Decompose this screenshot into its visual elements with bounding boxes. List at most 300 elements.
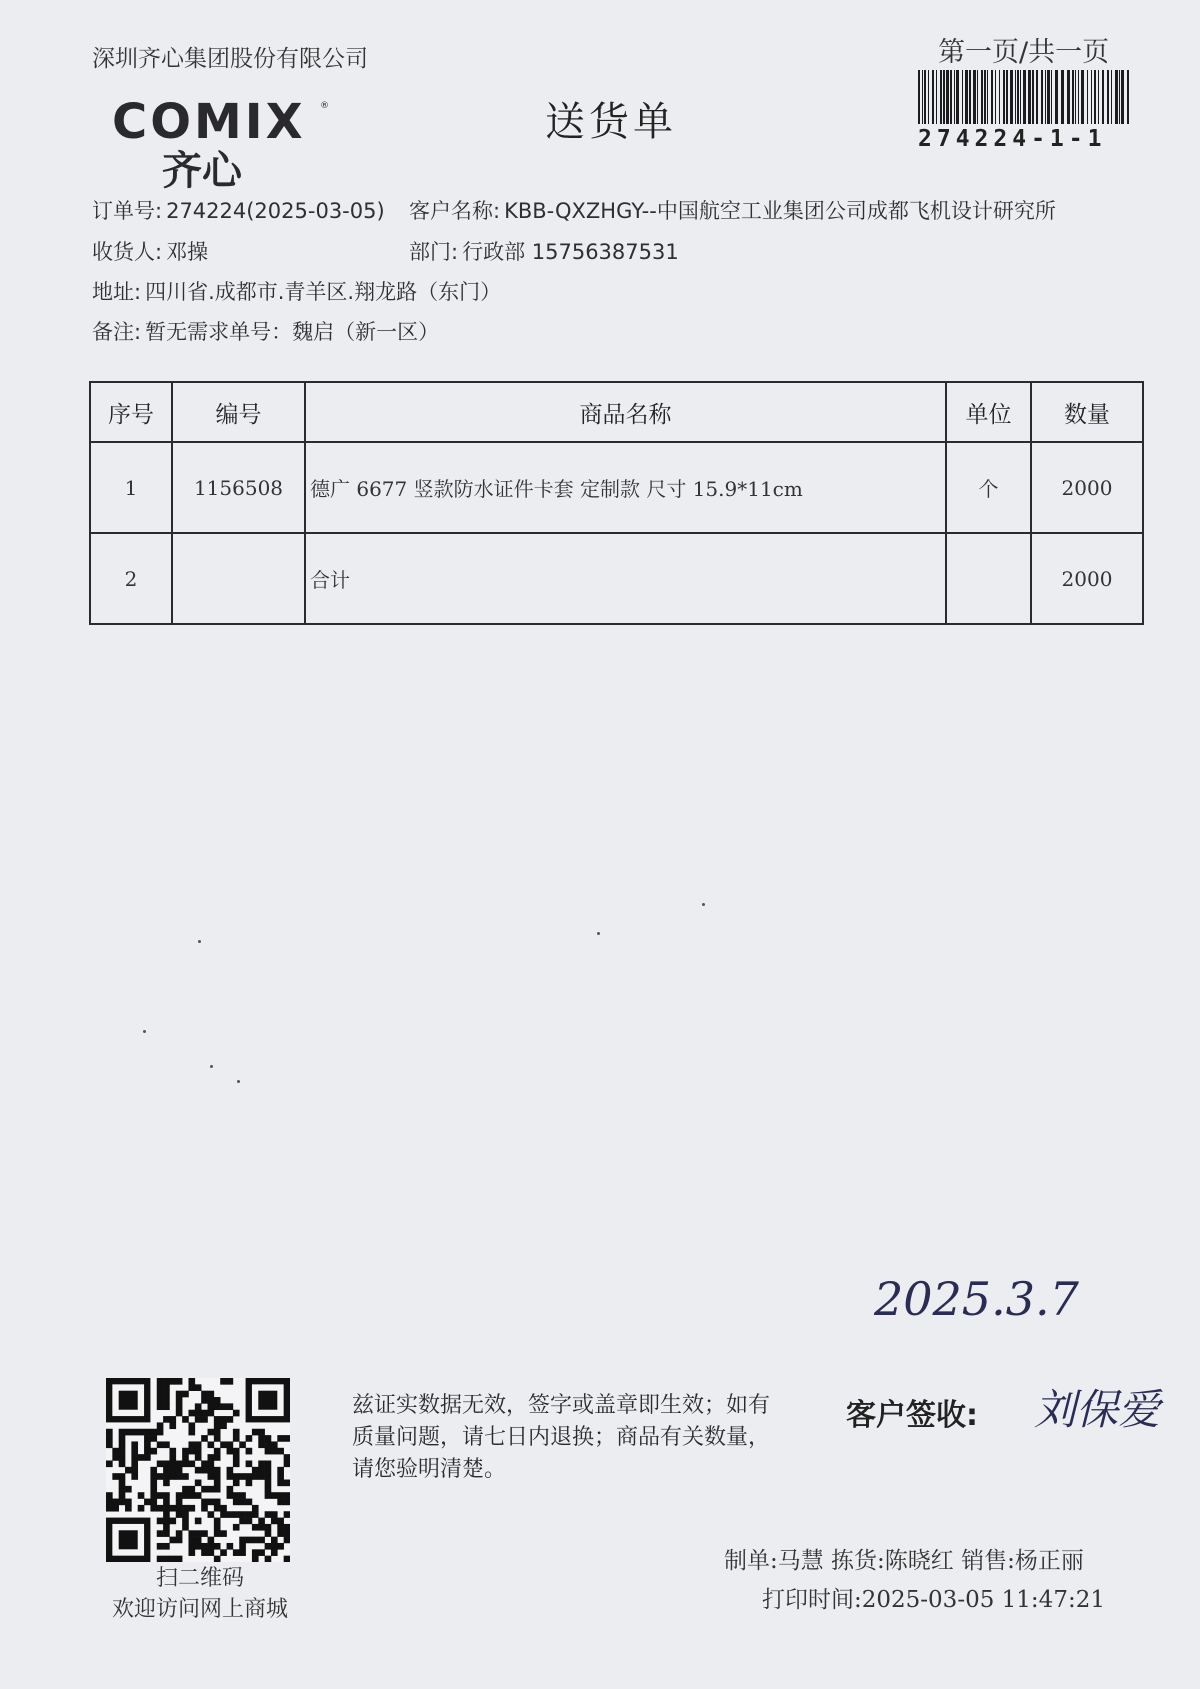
- barcode-bar: [943, 70, 945, 124]
- qr-module: [182, 1473, 189, 1480]
- qr-module: [258, 1518, 265, 1525]
- qr-module: [208, 1441, 215, 1448]
- barcode-bar: [1098, 70, 1099, 124]
- qr-caption: [90, 1563, 310, 1625]
- qr-module: [157, 1429, 164, 1436]
- speck: [143, 1030, 146, 1033]
- qr-module: [265, 1556, 272, 1562]
- qr-module: [277, 1473, 284, 1480]
- qr-module: [271, 1537, 278, 1544]
- qr-module: [214, 1486, 221, 1493]
- qr-module: [112, 1448, 119, 1455]
- qr-module: [195, 1441, 202, 1448]
- qr-module: [227, 1473, 234, 1480]
- header-seq: 序号: [90, 382, 172, 442]
- qr-module: [208, 1537, 215, 1544]
- qr-module: [214, 1505, 221, 1512]
- qr-module: [106, 1492, 113, 1499]
- qr-module: [201, 1416, 208, 1423]
- qr-module: [157, 1422, 164, 1429]
- qr-module: [252, 1556, 259, 1562]
- qr-module: [201, 1391, 208, 1398]
- barcode-bar: [1032, 70, 1034, 124]
- barcode-bar: [1041, 70, 1043, 124]
- barcode-bar: [973, 70, 976, 124]
- qr-module: [258, 1435, 265, 1442]
- qr-module: [233, 1499, 240, 1506]
- qr-module: [188, 1448, 195, 1455]
- qr-module: [239, 1441, 246, 1448]
- qr-module: [265, 1543, 272, 1550]
- qr-module: [252, 1524, 259, 1531]
- barcode-bar: [1051, 70, 1052, 124]
- qr-module: [119, 1441, 126, 1448]
- qr-module: [195, 1448, 202, 1455]
- qr-module: [195, 1530, 202, 1537]
- cell-quantity: 2000: [1031, 533, 1143, 624]
- barcode-bar: [1010, 70, 1013, 124]
- qr-module: [201, 1530, 208, 1537]
- qr-module: [150, 1448, 157, 1455]
- qr-module: [138, 1492, 145, 1499]
- qr-module: [163, 1505, 170, 1512]
- qr-module: [227, 1543, 234, 1550]
- qr-module: [195, 1492, 202, 1499]
- qr-module: [239, 1511, 246, 1518]
- qr-module: [239, 1543, 246, 1550]
- qr-module: [119, 1460, 126, 1467]
- qr-module: [201, 1549, 208, 1556]
- qr-module: [246, 1480, 253, 1487]
- svg-text:齐心: 齐心: [162, 148, 242, 192]
- qr-module: [252, 1467, 259, 1474]
- qr-finder-core: [119, 1530, 138, 1549]
- barcode-bar: [962, 70, 963, 124]
- barcode-bar: [1072, 70, 1074, 124]
- qr-module: [163, 1384, 170, 1391]
- qr-module: [277, 1435, 284, 1442]
- barcode-bar: [1119, 70, 1120, 124]
- qr-module: [265, 1460, 272, 1467]
- qr-module: [201, 1543, 208, 1550]
- qr-module: [271, 1518, 278, 1525]
- qr-module: [157, 1441, 164, 1448]
- qr-module: [119, 1448, 126, 1455]
- receiver-label: 收货人:: [92, 240, 163, 264]
- qr-module: [208, 1486, 215, 1493]
- cell-unit: [946, 533, 1031, 624]
- cell-quantity: 2000: [1031, 442, 1143, 533]
- qr-module: [284, 1492, 290, 1499]
- qr-module: [233, 1410, 240, 1417]
- svg-text:COMIX: COMIX: [112, 94, 306, 150]
- qr-module: [150, 1492, 157, 1499]
- barcode-bar: [1047, 70, 1050, 124]
- qr-module: [277, 1524, 284, 1531]
- order-number: 274224(2025-03-05): [166, 199, 385, 223]
- qr-module: [144, 1435, 151, 1442]
- qr-module: [208, 1454, 215, 1461]
- qr-module: [277, 1543, 284, 1550]
- qr-module: [163, 1473, 170, 1480]
- svg-text:®: ®: [320, 101, 329, 111]
- qr-module: [138, 1505, 145, 1512]
- qr-module: [246, 1435, 253, 1442]
- receiver-name: 邓操: [166, 240, 209, 264]
- qr-module: [220, 1511, 227, 1518]
- qr-module: [233, 1524, 240, 1531]
- qr-module: [208, 1403, 215, 1410]
- qr-module: [150, 1480, 157, 1487]
- qr-module: [265, 1473, 272, 1480]
- qr-module: [271, 1543, 278, 1550]
- qr-module: [258, 1467, 265, 1474]
- qr-module: [220, 1441, 227, 1448]
- qr-module: [163, 1403, 170, 1410]
- barcode-bar: [1121, 70, 1124, 124]
- barcode-bar: [1078, 70, 1079, 124]
- header-product-name: 商品名称: [305, 382, 946, 442]
- qr-module: [239, 1499, 246, 1506]
- qr-module: [208, 1549, 215, 1556]
- barcode-bar: [1020, 70, 1021, 124]
- address: 四川省.成都市.青羊区.翔龙路（东门）: [145, 280, 502, 304]
- qr-module: [119, 1429, 126, 1436]
- qr-module: [252, 1505, 259, 1512]
- speck: [237, 1080, 240, 1083]
- qr-module: [157, 1384, 164, 1391]
- qr-module: [214, 1448, 221, 1455]
- qr-module: [182, 1391, 189, 1398]
- qr-module: [284, 1460, 290, 1467]
- barcode-bar: [1055, 70, 1058, 124]
- barcode-bar: [1023, 70, 1026, 124]
- qr-module: [182, 1492, 189, 1499]
- qr-module: [131, 1448, 138, 1455]
- department-line: [409, 236, 679, 266]
- qr-module: [246, 1537, 253, 1544]
- cell-product-name: 合计: [305, 533, 946, 624]
- qr-module: [214, 1543, 221, 1550]
- table-row-total: [90, 533, 1143, 624]
- qr-module: [169, 1473, 176, 1480]
- qr-module: [112, 1473, 119, 1480]
- qr-module: [208, 1410, 215, 1417]
- qr-module: [176, 1410, 183, 1417]
- qr-module: [144, 1454, 151, 1461]
- qr-module: [233, 1460, 240, 1467]
- barcode-bar: [1006, 70, 1008, 124]
- barcode-bar: [950, 70, 952, 124]
- qr-module: [125, 1486, 132, 1493]
- qr-module: [214, 1403, 221, 1410]
- barcode-bar: [1111, 70, 1112, 124]
- qr-module: [201, 1397, 208, 1404]
- qr-module: [157, 1403, 164, 1410]
- customer-sign-label: 客户签收:: [846, 1398, 978, 1433]
- cell-product-name: 德广 6677 竖款防水证件卡套 定制款 尺寸 15.9*11cm: [305, 442, 946, 533]
- qr-module: [157, 1556, 164, 1562]
- barcode-bar: [1091, 70, 1092, 124]
- qr-module: [258, 1441, 265, 1448]
- receiver-line: [92, 236, 208, 266]
- qr-module: [284, 1556, 290, 1562]
- speck: [597, 932, 600, 935]
- qr-module: [239, 1473, 246, 1480]
- signature-text: 刘保爱: [1034, 1385, 1161, 1434]
- qr-module: [277, 1480, 284, 1487]
- qr-module: [182, 1524, 189, 1531]
- qr-module: [188, 1422, 195, 1429]
- qr-module: [106, 1435, 113, 1442]
- qr-module: [169, 1454, 176, 1461]
- qr-module: [163, 1397, 170, 1404]
- barcode-bar: [940, 70, 942, 124]
- staff-line: 制单:马慧 拣货:陈晓红 销售:杨正丽: [724, 1548, 1084, 1574]
- qr-module: [119, 1492, 126, 1499]
- speck: [198, 940, 201, 943]
- barcode-bar: [1102, 70, 1104, 124]
- qr-module: [220, 1549, 227, 1556]
- qr-module: [195, 1403, 202, 1410]
- document-title: 送货单: [545, 99, 677, 145]
- barcode-bar: [991, 70, 993, 124]
- qr-module: [265, 1480, 272, 1487]
- qr-module: [188, 1441, 195, 1448]
- qr-module: [150, 1467, 157, 1474]
- barcode-bar: [1127, 70, 1129, 124]
- qr-finder-core: [119, 1391, 138, 1410]
- qr-module: [239, 1492, 246, 1499]
- barcode-number: 274224-1-1: [918, 126, 1107, 152]
- qr-module: [176, 1403, 183, 1410]
- qr-module: [188, 1492, 195, 1499]
- order-number-line: [92, 195, 385, 225]
- qr-module: [214, 1435, 221, 1442]
- qr-module: [106, 1460, 113, 1467]
- qr-module: [119, 1499, 126, 1506]
- barcode-bar: [1061, 70, 1064, 124]
- remark-label: 备注:: [92, 320, 142, 344]
- qr-module: [169, 1416, 176, 1423]
- qr-module: [195, 1543, 202, 1550]
- qr-module: [233, 1492, 240, 1499]
- qr-module: [214, 1480, 221, 1487]
- qr-module: [284, 1435, 290, 1442]
- qr-module: [277, 1518, 284, 1525]
- qr-module: [195, 1384, 202, 1391]
- qr-module: [208, 1511, 215, 1518]
- qr-module: [246, 1518, 253, 1525]
- qr-module: [106, 1441, 113, 1448]
- barcode-bar: [954, 70, 955, 124]
- qr-module: [214, 1416, 221, 1423]
- qr-module: [163, 1467, 170, 1474]
- barcode-bar: [977, 70, 978, 124]
- qr-module: [208, 1473, 215, 1480]
- cell-seq: 2: [90, 533, 172, 624]
- barcode-bar: [1075, 70, 1076, 124]
- qr-module: [144, 1429, 151, 1436]
- qr-module: [227, 1448, 234, 1455]
- qr-code[interactable]: [106, 1378, 290, 1562]
- qr-module: [138, 1429, 145, 1436]
- qr-module: [220, 1378, 227, 1385]
- qr-module: [188, 1486, 195, 1493]
- header-unit: 单位: [946, 382, 1031, 442]
- qr-module: [227, 1486, 234, 1493]
- qr-module: [150, 1473, 157, 1480]
- qr-module: [214, 1524, 221, 1531]
- qr-module: [265, 1441, 272, 1448]
- qr-module: [195, 1480, 202, 1487]
- qr-module: [201, 1460, 208, 1467]
- qr-module: [169, 1467, 176, 1474]
- qr-module: [208, 1460, 215, 1467]
- qr-module: [157, 1397, 164, 1404]
- qr-module: [195, 1410, 202, 1417]
- qr-module: [182, 1454, 189, 1461]
- qr-module: [188, 1505, 195, 1512]
- qr-module: [163, 1511, 170, 1518]
- barcode-bar: [965, 70, 968, 124]
- qr-module: [277, 1530, 284, 1537]
- qr-module: [220, 1403, 227, 1410]
- barcode-bar: [995, 70, 996, 124]
- barcode-bar: [1081, 70, 1084, 124]
- qr-module: [188, 1530, 195, 1537]
- barcode-bar: [987, 70, 988, 124]
- customer-line: [409, 195, 1056, 225]
- qr-module: [163, 1499, 170, 1506]
- qr-module: [284, 1499, 290, 1506]
- qr-finder-core: [258, 1391, 277, 1410]
- qr-module: [169, 1460, 176, 1467]
- customer-name: KBB-QXZHGY--中国航空工业集团公司成都飞机设计研究所: [504, 199, 1056, 223]
- remark: 暂无需求单号：魏启（新一区）: [145, 320, 440, 344]
- qr-module: [258, 1429, 265, 1436]
- qr-module: [284, 1454, 290, 1461]
- qr-module: [182, 1448, 189, 1455]
- barcode-bar: [1045, 70, 1046, 124]
- qr-module: [233, 1448, 240, 1455]
- barcode-bar: [981, 70, 983, 124]
- barcode-bar: [1015, 70, 1016, 124]
- qr-module: [239, 1537, 246, 1544]
- qr-module: [233, 1480, 240, 1487]
- qr-module: [271, 1549, 278, 1556]
- qr-module: [201, 1486, 208, 1493]
- qr-module: [144, 1448, 151, 1455]
- qr-module: [182, 1486, 189, 1493]
- qr-module: [227, 1416, 234, 1423]
- barcode-bar: [1107, 70, 1109, 124]
- qr-module: [246, 1460, 253, 1467]
- qr-module: [227, 1467, 234, 1474]
- barcode-bar: [1017, 70, 1019, 124]
- qr-module: [131, 1441, 138, 1448]
- qr-module: [246, 1473, 253, 1480]
- qr-module: [157, 1505, 164, 1512]
- qr-module: [125, 1505, 132, 1512]
- qr-module: [125, 1499, 132, 1506]
- qr-module: [252, 1511, 259, 1518]
- qr-module: [188, 1460, 195, 1467]
- qr-module: [277, 1492, 284, 1499]
- qr-module: [106, 1429, 113, 1436]
- qr-module: [214, 1530, 221, 1537]
- qr-module: [201, 1435, 208, 1442]
- qr-module: [163, 1524, 170, 1531]
- qr-caption-line-1: 扫二维码: [155, 1566, 244, 1591]
- qr-module: [201, 1410, 208, 1417]
- qr-module: [144, 1499, 151, 1506]
- qr-module: [131, 1460, 138, 1467]
- qr-module: [277, 1499, 284, 1506]
- qr-module: [150, 1505, 157, 1512]
- qr-module: [265, 1435, 272, 1442]
- qr-module: [163, 1416, 170, 1423]
- qr-module: [157, 1518, 164, 1525]
- qr-module: [119, 1473, 126, 1480]
- qr-module: [163, 1441, 170, 1448]
- qr-module: [201, 1499, 208, 1506]
- qr-module: [214, 1518, 221, 1525]
- qr-module: [195, 1518, 202, 1525]
- qr-module: [214, 1454, 221, 1461]
- qr-module: [195, 1467, 202, 1474]
- qr-module: [265, 1467, 272, 1474]
- qr-module: [214, 1473, 221, 1480]
- header-code: 编号: [172, 382, 305, 442]
- qr-module: [112, 1454, 119, 1461]
- qr-module: [271, 1448, 278, 1455]
- qr-module: [271, 1511, 278, 1518]
- qr-module: [119, 1454, 126, 1461]
- qr-module: [252, 1537, 259, 1544]
- barcode-bar: [969, 70, 971, 124]
- qr-module: [239, 1518, 246, 1525]
- barcode-bar: [1003, 70, 1005, 124]
- qr-module: [176, 1473, 183, 1480]
- qr-module: [163, 1543, 170, 1550]
- qr-module: [150, 1429, 157, 1436]
- qr-module: [176, 1530, 183, 1537]
- qr-module: [157, 1460, 164, 1467]
- qr-caption-line-2: 欢迎访问网上商城: [111, 1597, 288, 1622]
- qr-module: [163, 1460, 170, 1467]
- qr-module: [233, 1549, 240, 1556]
- qr-module: [233, 1435, 240, 1442]
- qr-module: [271, 1441, 278, 1448]
- customer-label: 客户名称:: [409, 199, 501, 223]
- qr-module: [208, 1499, 215, 1506]
- qr-module: [131, 1467, 138, 1474]
- qr-module: [144, 1441, 151, 1448]
- qr-module: [233, 1511, 240, 1518]
- qr-module: [265, 1511, 272, 1518]
- table-header-row: [90, 382, 1143, 442]
- qr-module: [252, 1473, 259, 1480]
- qr-module: [227, 1378, 234, 1385]
- barcode-bar: [1067, 70, 1070, 124]
- qr-module: [214, 1422, 221, 1429]
- barcode-bar: [932, 70, 934, 124]
- qr-module: [227, 1403, 234, 1410]
- qr-module: [119, 1486, 126, 1493]
- qr-module: [176, 1492, 183, 1499]
- qr-module: [157, 1391, 164, 1398]
